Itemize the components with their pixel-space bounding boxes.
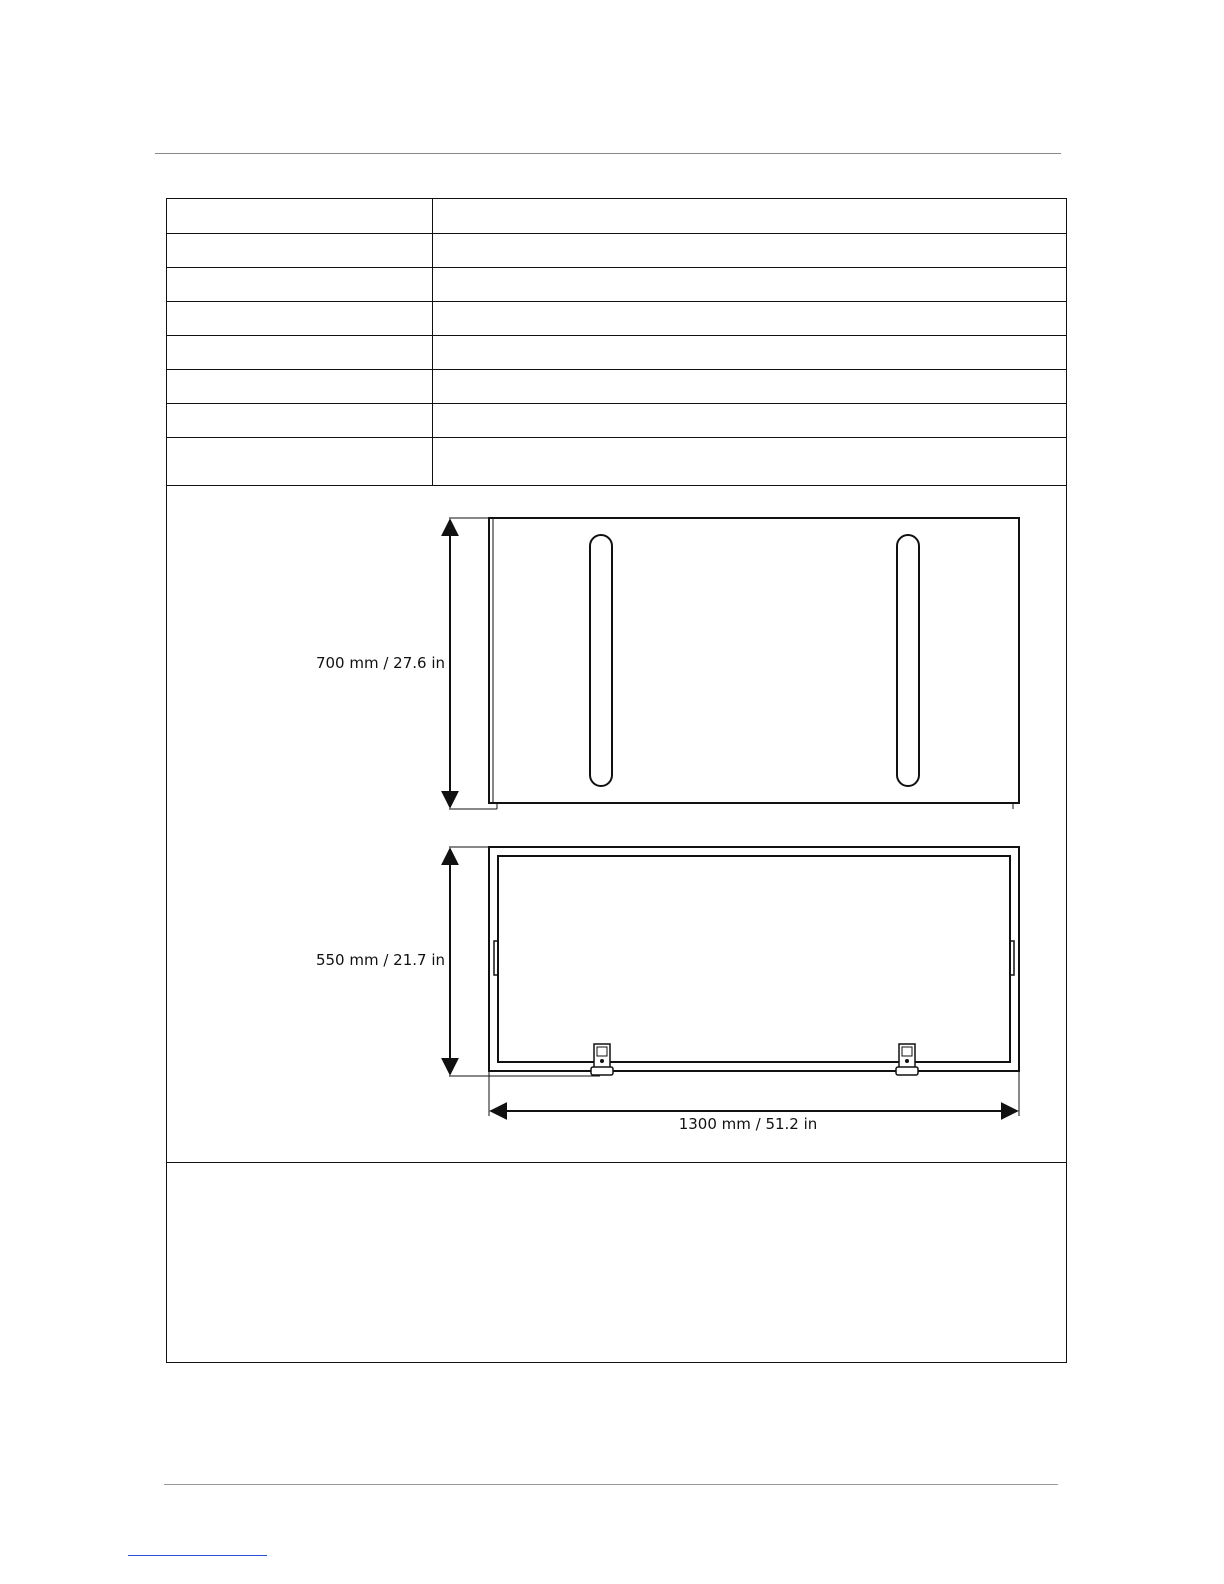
height-dimension-front: [316, 847, 600, 1076]
footer-link-underline[interactable]: [128, 1555, 267, 1556]
height-dimension-top: [316, 518, 497, 809]
stand-foot-left: [591, 1044, 613, 1075]
width-label: 1300 mm / 51.2 in: [678, 1115, 818, 1133]
handle-slot-right: [897, 535, 919, 786]
height-label-front: 550 mm / 21.7 in: [315, 951, 445, 969]
handle-slot-left: [590, 535, 612, 786]
footer-rule: [164, 1484, 1058, 1485]
front-view-drawing: [489, 847, 1019, 1075]
width-dimension: [489, 1071, 1019, 1133]
stand-foot-right: [896, 1044, 918, 1075]
height-label-top: 700 mm / 27.6 in: [315, 654, 445, 672]
side-bracket-left: [494, 941, 498, 975]
side-bracket-right: [1010, 941, 1014, 975]
top-view-drawing: [489, 518, 1019, 809]
